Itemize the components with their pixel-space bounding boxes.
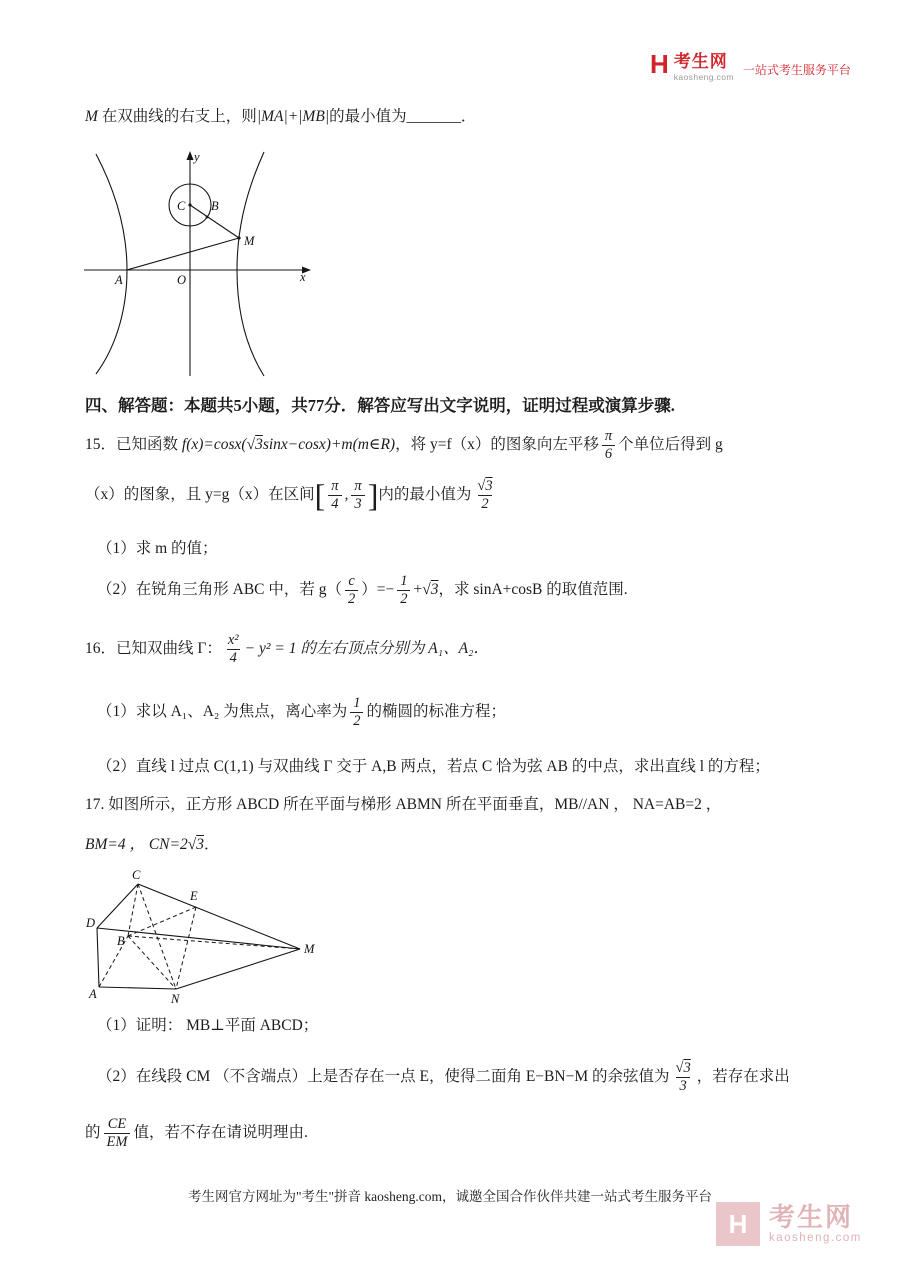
site-logo — [650, 49, 851, 82]
watermark-text-block — [769, 1204, 862, 1243]
denominator: 3 — [351, 495, 364, 513]
problem-17-q1: （1）证明： MB⊥平面 ABCD； — [97, 1017, 319, 1034]
math-run: f(x)=cosx( — [181, 436, 247, 454]
logo-brand: 考生网 — [673, 52, 728, 71]
radicand: 3 — [196, 836, 204, 853]
radicand: 3 — [255, 436, 263, 454]
edge-b-c-hidden — [128, 884, 138, 936]
fraction-pi-4 — [328, 478, 341, 513]
left-bracket: [ — [314, 477, 326, 514]
watermark-brand: 考生网 — [769, 1202, 854, 1233]
denominator: 2 — [345, 590, 358, 608]
fraction-pi-6 — [602, 428, 615, 463]
label-m: M — [304, 942, 315, 956]
right-bracket: ] — [367, 477, 379, 514]
edge-c-m — [138, 884, 300, 949]
label-m: M — [244, 234, 255, 248]
text-run: 的最小值为_______． — [329, 108, 477, 125]
text-run: 内的最小值为 — [378, 486, 472, 504]
denominator: 2 — [350, 712, 363, 730]
text-run: ，若存在求出 — [696, 1068, 790, 1086]
radicand: 3 — [430, 581, 439, 599]
text-run: 在双曲线的右支上，则 — [97, 108, 257, 125]
label-a: A — [115, 273, 123, 287]
numerator: x² — [227, 632, 239, 648]
text-run: 值，若不存在请说明理由. — [133, 1124, 308, 1142]
edge-e-n-hidden — [176, 907, 196, 989]
denominator: 3 — [676, 1077, 689, 1095]
text-run: （1）求以 A₁、A₂ 为焦点，离心率为 — [97, 703, 348, 721]
numerator: CE — [107, 1116, 127, 1132]
label-o: O — [177, 273, 187, 287]
page-footer-note: 考生网官方网址为"考生"拼音 kaosheng.com，诚邀全国合作伙伴共建一站式考生服务平台 — [187, 1189, 712, 1204]
label-e: E — [190, 889, 198, 903]
label-c: C — [177, 199, 186, 213]
solid-figure-svg — [85, 866, 315, 1008]
text-run: （2）在锐角三角形 ABC 中，若 g（ — [97, 581, 342, 599]
sqrt-3 — [422, 581, 438, 598]
hyperbola-right-branch — [237, 152, 264, 376]
problem-15-line2 — [85, 478, 830, 513]
text-run: （2）在线段 CM （不含端点）上是否存在一点 E，使得二面角 E−BN−M 的余弦值为 — [97, 1068, 670, 1086]
question14-tail-line — [85, 105, 830, 128]
problem-15-q1: （1）求 m 的值； — [97, 540, 218, 557]
text-run: 的椭圆的标准方程； — [366, 703, 506, 721]
label-d: D — [86, 916, 96, 930]
math-run: M — [85, 108, 98, 125]
denominator: 6 — [602, 445, 615, 463]
problem-16-q1 — [97, 695, 830, 730]
sqrt-3 — [247, 436, 263, 453]
problem-17-line1: 17. 如图所示，正方形 ABCD 所在平面与梯形 ABMN 所在平面垂直，MB//AN ， NA=AB=2 ， — [85, 796, 722, 813]
label-b: B — [117, 934, 125, 948]
numerator: π — [354, 478, 362, 494]
label-y: y — [194, 150, 200, 164]
sqrt-3 — [188, 836, 204, 853]
fraction-sqrt3-3 — [672, 1060, 693, 1095]
problem-17-line2 — [85, 833, 830, 856]
denominator: 2 — [397, 590, 410, 608]
edge-d-m — [97, 928, 300, 949]
fraction-sqrt3-2 — [474, 478, 495, 513]
edge-a-n — [99, 987, 176, 989]
problem-17-q2-line2 — [85, 1116, 830, 1151]
label-a: A — [89, 987, 97, 1001]
y-axis-arrow-icon — [187, 151, 194, 160]
edge-n-m — [176, 949, 300, 989]
edge-d-a — [97, 928, 99, 987]
section-4-heading: 四、解答题：本题共5小题，共77分．解答应写出文字说明，证明过程或演算步骤. — [85, 396, 675, 415]
text-run: 15．已知函数 — [85, 436, 182, 454]
math-run: sinx−cosx)+m(m∈R) — [262, 436, 396, 454]
logo-text-block — [674, 52, 734, 82]
fraction-c-2 — [345, 573, 358, 608]
watermark-logo-icon: H — [716, 1202, 760, 1246]
text-run: ）=− — [361, 581, 395, 599]
denominator: 4 — [227, 649, 240, 667]
figure-hyperbola — [78, 148, 315, 385]
numerator-sqrt — [474, 478, 495, 495]
numerator-sqrt — [672, 1060, 693, 1077]
logo-tagline: 一站式考生服务平台 — [742, 63, 851, 77]
text-run: 个单位后得到 g — [618, 436, 723, 454]
comma: , — [344, 486, 349, 504]
numerator: π — [331, 478, 339, 494]
logo-domain: kaosheng.com — [673, 71, 734, 82]
text-run: 的 — [85, 1124, 101, 1142]
label-x: x — [300, 270, 306, 284]
fraction-1-2 — [350, 695, 363, 730]
point-m — [237, 236, 240, 239]
label-b: B — [211, 199, 219, 213]
fraction-ce-em — [104, 1116, 131, 1151]
problem-15-q2 — [97, 573, 830, 608]
math-run: BM=4 ， CN=2 — [85, 836, 188, 853]
denominator: EM — [104, 1133, 131, 1151]
text-run: 16．已知双曲线 Γ： — [85, 640, 222, 658]
radicand: 3 — [485, 478, 493, 494]
hyperbola-figure-svg — [78, 148, 315, 380]
numerator: π — [604, 428, 613, 444]
edge-b-m-hidden — [128, 936, 300, 949]
watermark-logo — [716, 1202, 862, 1246]
radicand: 3 — [683, 1060, 691, 1076]
math-run: − y² = 1 的左右顶点分别为 A₁、A₂． — [244, 640, 489, 658]
numerator: 1 — [353, 695, 361, 711]
label-n: N — [171, 992, 180, 1006]
figure-solid-geometry — [85, 866, 315, 1013]
text-run: ，将 y=f（x）的图象向左平移 — [395, 436, 599, 454]
hyperbola-left-branch — [96, 154, 127, 374]
problem-15-line1 — [85, 428, 830, 463]
fraction-pi-3 — [351, 478, 364, 513]
edge-c-n-hidden — [138, 884, 176, 989]
denominator: 2 — [478, 495, 491, 513]
segment-a-m — [127, 238, 239, 270]
kaosheng-logo-icon: H — [650, 49, 669, 79]
point-b — [206, 216, 209, 219]
numerator: 1 — [400, 573, 408, 589]
fraction-x2-4 — [225, 632, 242, 667]
text-run: ． — [204, 836, 220, 853]
denominator: 4 — [328, 495, 341, 513]
text-run: ，求 sinA+cosB 的取值范围. — [438, 581, 628, 599]
edge-c-d — [97, 884, 138, 928]
problem-17-q2-line1 — [97, 1060, 830, 1095]
text-run: + — [413, 581, 423, 599]
numerator: c — [348, 573, 355, 589]
math-run: |MA|+|MB| — [256, 108, 330, 125]
text-run: （x）的图象，且 y=g（x）在区间 — [85, 486, 315, 504]
edge-b-n-hidden — [128, 936, 176, 989]
problem-16-line1 — [85, 632, 830, 667]
fraction-1-2 — [397, 573, 410, 608]
problem-16-q2: （2）直线 l 过点 C(1,1) 与双曲线 Γ 交于 A,B 两点，若点 C 恰为弦 AB 的中点，求出直线 l 的方程； — [97, 758, 770, 775]
edge-e-b-hidden — [128, 907, 196, 936]
label-c: C — [132, 868, 141, 882]
watermark-domain: kaosheng.com — [769, 1231, 862, 1244]
